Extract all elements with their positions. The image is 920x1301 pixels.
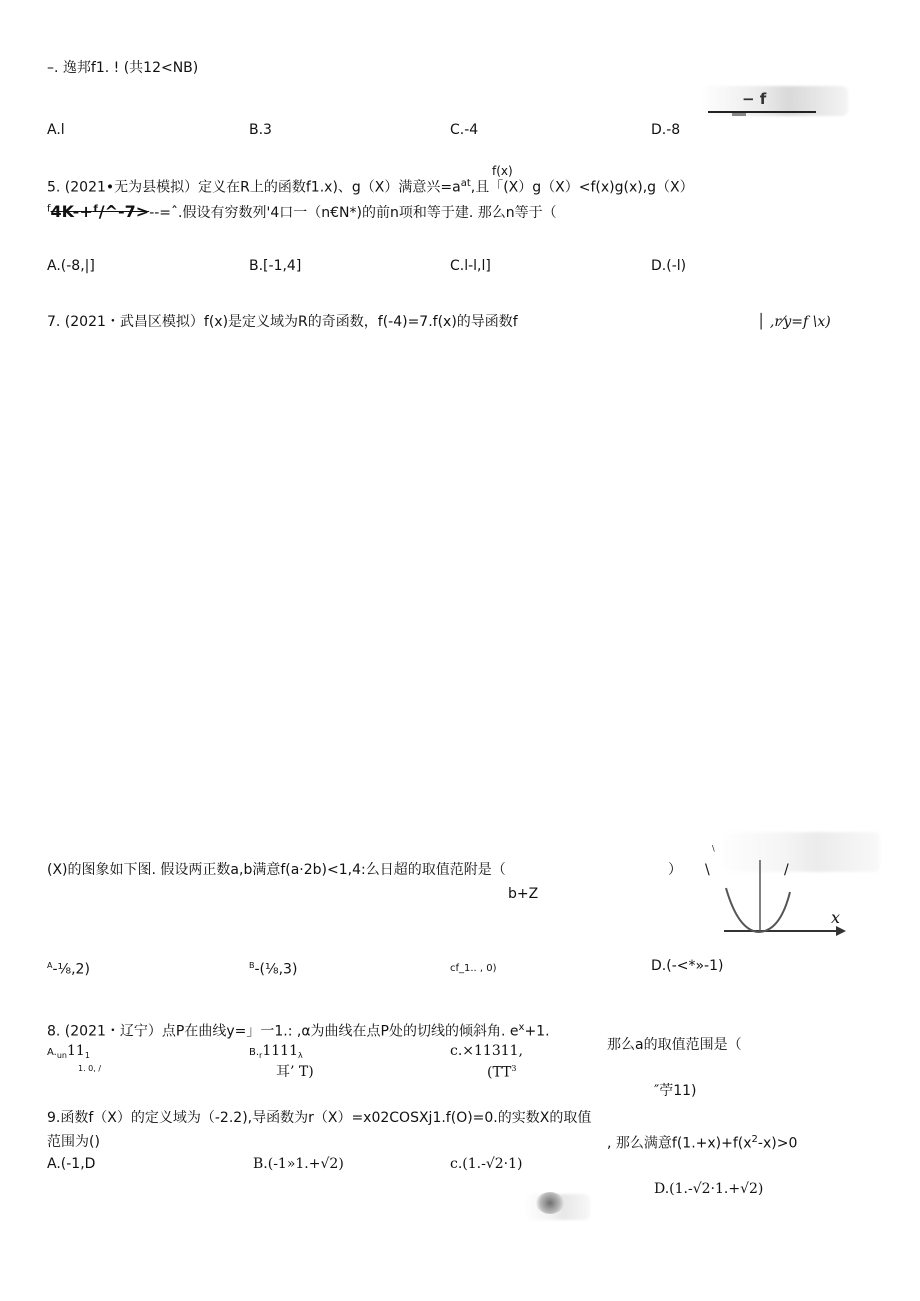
q5-line2 xyxy=(47,202,557,222)
q9-line2: 范围为() xyxy=(47,1134,100,1150)
q7-graph-label: │ ,r⁄y=f \x) xyxy=(757,314,831,330)
q8-option-a-letter: A. xyxy=(47,1047,57,1058)
q8-option-c-second: (TT xyxy=(487,1064,512,1081)
q5-superscript: f(x) xyxy=(492,164,513,178)
q7b-option-d: D.(-<*»-1) xyxy=(651,958,724,974)
q6-option-a: A.(-8,|] xyxy=(47,258,95,274)
q7b-option-b-sup: B xyxy=(249,961,255,970)
section-header: –. 逸邦f1. ! (共12<NB) xyxy=(47,60,199,76)
q7b-option-a xyxy=(47,961,90,978)
q6-option-d: D.(-l) xyxy=(651,258,687,274)
q9-right-text-end: -x)>0 xyxy=(757,1135,798,1152)
q8-right-text: 那么a的取值范围是（ xyxy=(607,1037,742,1053)
graph-mark-right: / xyxy=(784,862,789,878)
q9-option-b: B.(-1»1.+√2) xyxy=(253,1156,344,1172)
q8-option-b xyxy=(249,1043,303,1061)
q9-right-text-line xyxy=(607,1134,797,1152)
q5-line2-rest: --=ˆ.假设有穷数列'4口一（n€N*)的前n项和等于建. 那么n等于（ xyxy=(149,205,557,221)
q9-right-sup: 2 xyxy=(751,1134,758,1145)
graph-curve xyxy=(726,888,790,932)
q5-line1-text: 5. (2021•无为县模拟）定义在R上的函数f1.x)、g（X）满意兴=a xyxy=(47,179,461,196)
q8-option-a xyxy=(47,1043,90,1061)
q8-text-line xyxy=(47,1022,550,1040)
q7b-fraction-denominator: b+Z xyxy=(508,886,539,902)
corner-graphic-line xyxy=(708,111,816,113)
q7-text: 7. (2021・武昌区模拟）f(x)是定义域为R的奇函数，f(-4)=7.f(x)的导函数f xyxy=(47,314,518,330)
graph-svg xyxy=(700,832,882,940)
q7b-text: (X)的图象如下图. 假设两正数a,b满意f(a·2b)<1,4:么日超的取值范附是（ xyxy=(47,862,506,878)
q9-option-a: A.(-1,D xyxy=(47,1156,96,1172)
q8-option-b-num-sub: λ xyxy=(297,1051,303,1060)
q8-text-end: +1. xyxy=(524,1023,550,1040)
q9-option-c: c.(1.-√2·1) xyxy=(450,1156,523,1172)
q9-option-d: D.(1.-√2·1.+√2) xyxy=(654,1181,764,1197)
q8-text: 8. (2021・辽宁）点P在曲线y=」一1.: ,α为曲线在点P处的切线的倾斜角. e xyxy=(47,1023,519,1040)
option-c: C.-4 xyxy=(450,122,479,138)
q7b-option-c: cf_1.. , 0) xyxy=(450,963,497,974)
q7b-option-b-text: -(⅛,3) xyxy=(254,961,298,978)
q8-option-b-sub: r xyxy=(259,1051,263,1060)
q8-right-text2: ″苧11) xyxy=(654,1083,697,1099)
q5-line2-garbled2: ᶠ/^-7> xyxy=(92,202,150,221)
q8-option-a-num: 11 xyxy=(66,1043,85,1059)
q8-option-a-sub: un xyxy=(56,1051,67,1060)
graph-x-arrow xyxy=(836,926,846,936)
q8-option-c-second-line xyxy=(487,1064,517,1081)
q6-option-c: C.l-l,l] xyxy=(450,258,491,274)
q5-line2-sup: f xyxy=(47,203,51,215)
q7b-close-paren: ） xyxy=(668,862,682,878)
q7b-option-a-text: -⅛,2) xyxy=(52,961,90,978)
q8-option-b-second: 耳’ T) xyxy=(276,1064,314,1080)
q8-sup: x xyxy=(518,1022,525,1033)
scan-smudge-dark xyxy=(536,1192,564,1214)
graph-mark-top: \ xyxy=(712,844,715,853)
graph-x-label: x xyxy=(831,908,841,927)
q5-line1 xyxy=(47,178,694,196)
q9-right-text: , 那么满意f(1.+x)+f(x xyxy=(607,1135,752,1152)
corner-graphic-tick xyxy=(732,113,746,116)
q8-option-b-num: 1111 xyxy=(262,1043,298,1059)
scan-smudge xyxy=(524,1188,590,1224)
q7b-option-b xyxy=(249,961,297,978)
option-b: B.3 xyxy=(249,122,272,138)
q5-line1-end: ,且「(X）g（X）<f(x)g(x),g（X） xyxy=(470,179,694,196)
q5-line1-sup: at xyxy=(460,178,471,189)
q8-option-a-second: 1. 0, / xyxy=(78,1064,102,1073)
q8-option-c-second-sup: 3 xyxy=(511,1064,517,1073)
option-a: A.l xyxy=(47,122,65,138)
q8-option-c: c.×11311, xyxy=(450,1043,524,1059)
corner-graphic-label: − f xyxy=(742,90,767,108)
q7b-option-a-sup: A xyxy=(47,961,53,970)
q8-option-a-num-sub: 1 xyxy=(84,1051,90,1060)
q8-option-b-letter: B. xyxy=(249,1047,260,1058)
q9-line1: 9.函数f（X）的定义域为（-2.2),导函数为r（X）=x02COSXj1.f(O)=0.的实数X的取值 xyxy=(47,1110,592,1126)
graph-mark-left: \ xyxy=(705,862,710,878)
q5-line2-garbled: 4K-+ xyxy=(50,202,93,221)
corner-graphic xyxy=(700,86,848,120)
option-d: D.-8 xyxy=(651,122,681,138)
q6-option-b: B.[-1,4] xyxy=(249,258,302,274)
derivative-graph xyxy=(700,832,882,940)
